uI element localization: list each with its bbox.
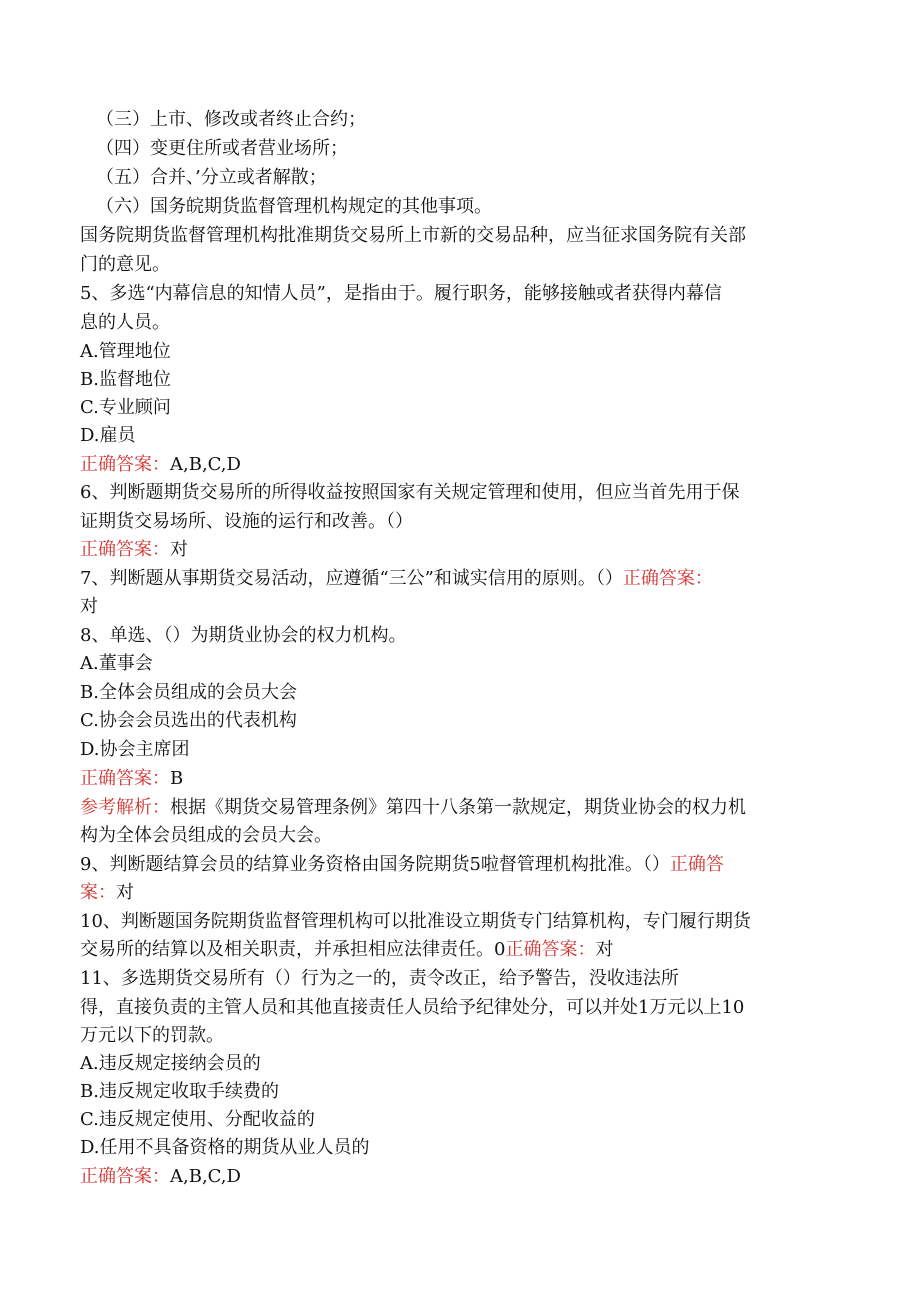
answer-line [80, 879, 840, 907]
option-item: D.协会主席团 [80, 739, 190, 760]
question-5-text: 息的人员。 [80, 312, 170, 333]
paragraph-line: 门的意见。 [80, 254, 170, 275]
answer-label: 正确答案： [80, 768, 170, 789]
answer-label: 正确答案： [80, 539, 170, 560]
answer-value: 对 [80, 596, 98, 617]
answer-value: 对 [170, 539, 188, 560]
question-7-text [80, 565, 840, 593]
question-6-text: 证期货交易场所、设施的运行和改善。（） [80, 511, 413, 532]
option-item: B.违反规定收取手续费的 [80, 1081, 279, 1102]
answer-label: 正确答案： [80, 454, 170, 475]
question-11-text: 11、多选期货交易所有（）行为之一的，责令改正，给予警告，没收违法所 [80, 968, 679, 989]
question-5-text: 5、多选“内幕信息的知情人员”，是指由于。履行职务，能够接触或者获得内幕信 [80, 283, 722, 304]
answer-label: 正确答案： [505, 939, 596, 960]
option-item: D.任用不具备资格的期货从业人员的 [80, 1137, 370, 1158]
list-item: （六）国务皖期货监督管理机构规定的其他事项。 [96, 196, 492, 217]
option-item: B.监督地位 [80, 369, 171, 390]
question-10-text: 10、判断题国务院期货监督管理机构可以批准设立期货专门结算机构，专门履行期货 [80, 911, 751, 932]
analysis-line [80, 794, 840, 822]
option-item: C.违反规定使用、分配收益的 [80, 1109, 315, 1130]
option-item: D.雇员 [80, 425, 136, 446]
answer-line [80, 765, 840, 793]
question-8-text: 8、单选、（）为期货业协会的权力机构。 [80, 625, 407, 646]
answer-value: A,B,C,D [170, 454, 241, 475]
option-item: A.董事会 [80, 653, 153, 674]
question-11-text: 万元以下的罚款。 [80, 1025, 224, 1046]
answer-label: 正确答 [669, 854, 724, 875]
list-item: （三）上市、修改或者终止合约； [96, 109, 366, 130]
question-11-text: 得，直接负责的主管人员和其他直接责任人员给予纪律处分，可以并处1万元以上10 [80, 997, 745, 1018]
list-item: （五）合并、’分立或者解散； [96, 167, 327, 188]
analysis-label: 参考解析： [80, 797, 170, 818]
question-6-text: 6、判断题期货交易所的所得收益按照国家有关规定管理和使用，但应当首先用于保 [80, 482, 740, 503]
question-10-body: 交易所的结算以及相关职责，并承担相应法律责任。0 [80, 939, 506, 960]
answer-value: 对 [116, 882, 134, 903]
list-item: （四）变更住所或者营业场所； [96, 138, 348, 159]
paragraph-line: 国务院期货监督管理机构批准期货交易所上市新的交易品种，应当征求国务院有关部 [80, 225, 746, 246]
question-9-body: 9、判断题结算会员的结算业务资格由国务院期货5啦督管理机构批准。（） [80, 854, 670, 875]
option-item: A.管理地位 [80, 341, 171, 362]
question-10-text [80, 936, 840, 964]
answer-line [80, 451, 840, 479]
answer-value: 对 [595, 939, 614, 960]
answer-line [80, 536, 840, 564]
option-item: A.违反规定接纳会员的 [80, 1053, 261, 1074]
answer-label: 正确答案： [80, 1166, 170, 1187]
option-item: B.全体会员组成的会员大会 [80, 682, 297, 703]
option-item: C.协会会员选出的代表机构 [80, 710, 297, 731]
answer-value: B [170, 768, 184, 789]
answer-value: A,B,C,D [170, 1166, 241, 1187]
answer-label: 案： [80, 882, 116, 903]
answer-label: 正确答案： [622, 568, 713, 589]
question-7-body: 7、判断题从事期货交易活动，应遵循“三公”和诚实信用的原则。（） [80, 568, 623, 589]
option-item: C.专业顾问 [80, 397, 171, 418]
answer-line [80, 1163, 840, 1191]
question-9-text [80, 851, 840, 879]
analysis-text: 根据《期货交易管理条例》第四十八条第一款规定，期货业协会的权力机 [170, 797, 746, 818]
analysis-text: 构为全体会员组成的会员大会。 [80, 825, 332, 846]
